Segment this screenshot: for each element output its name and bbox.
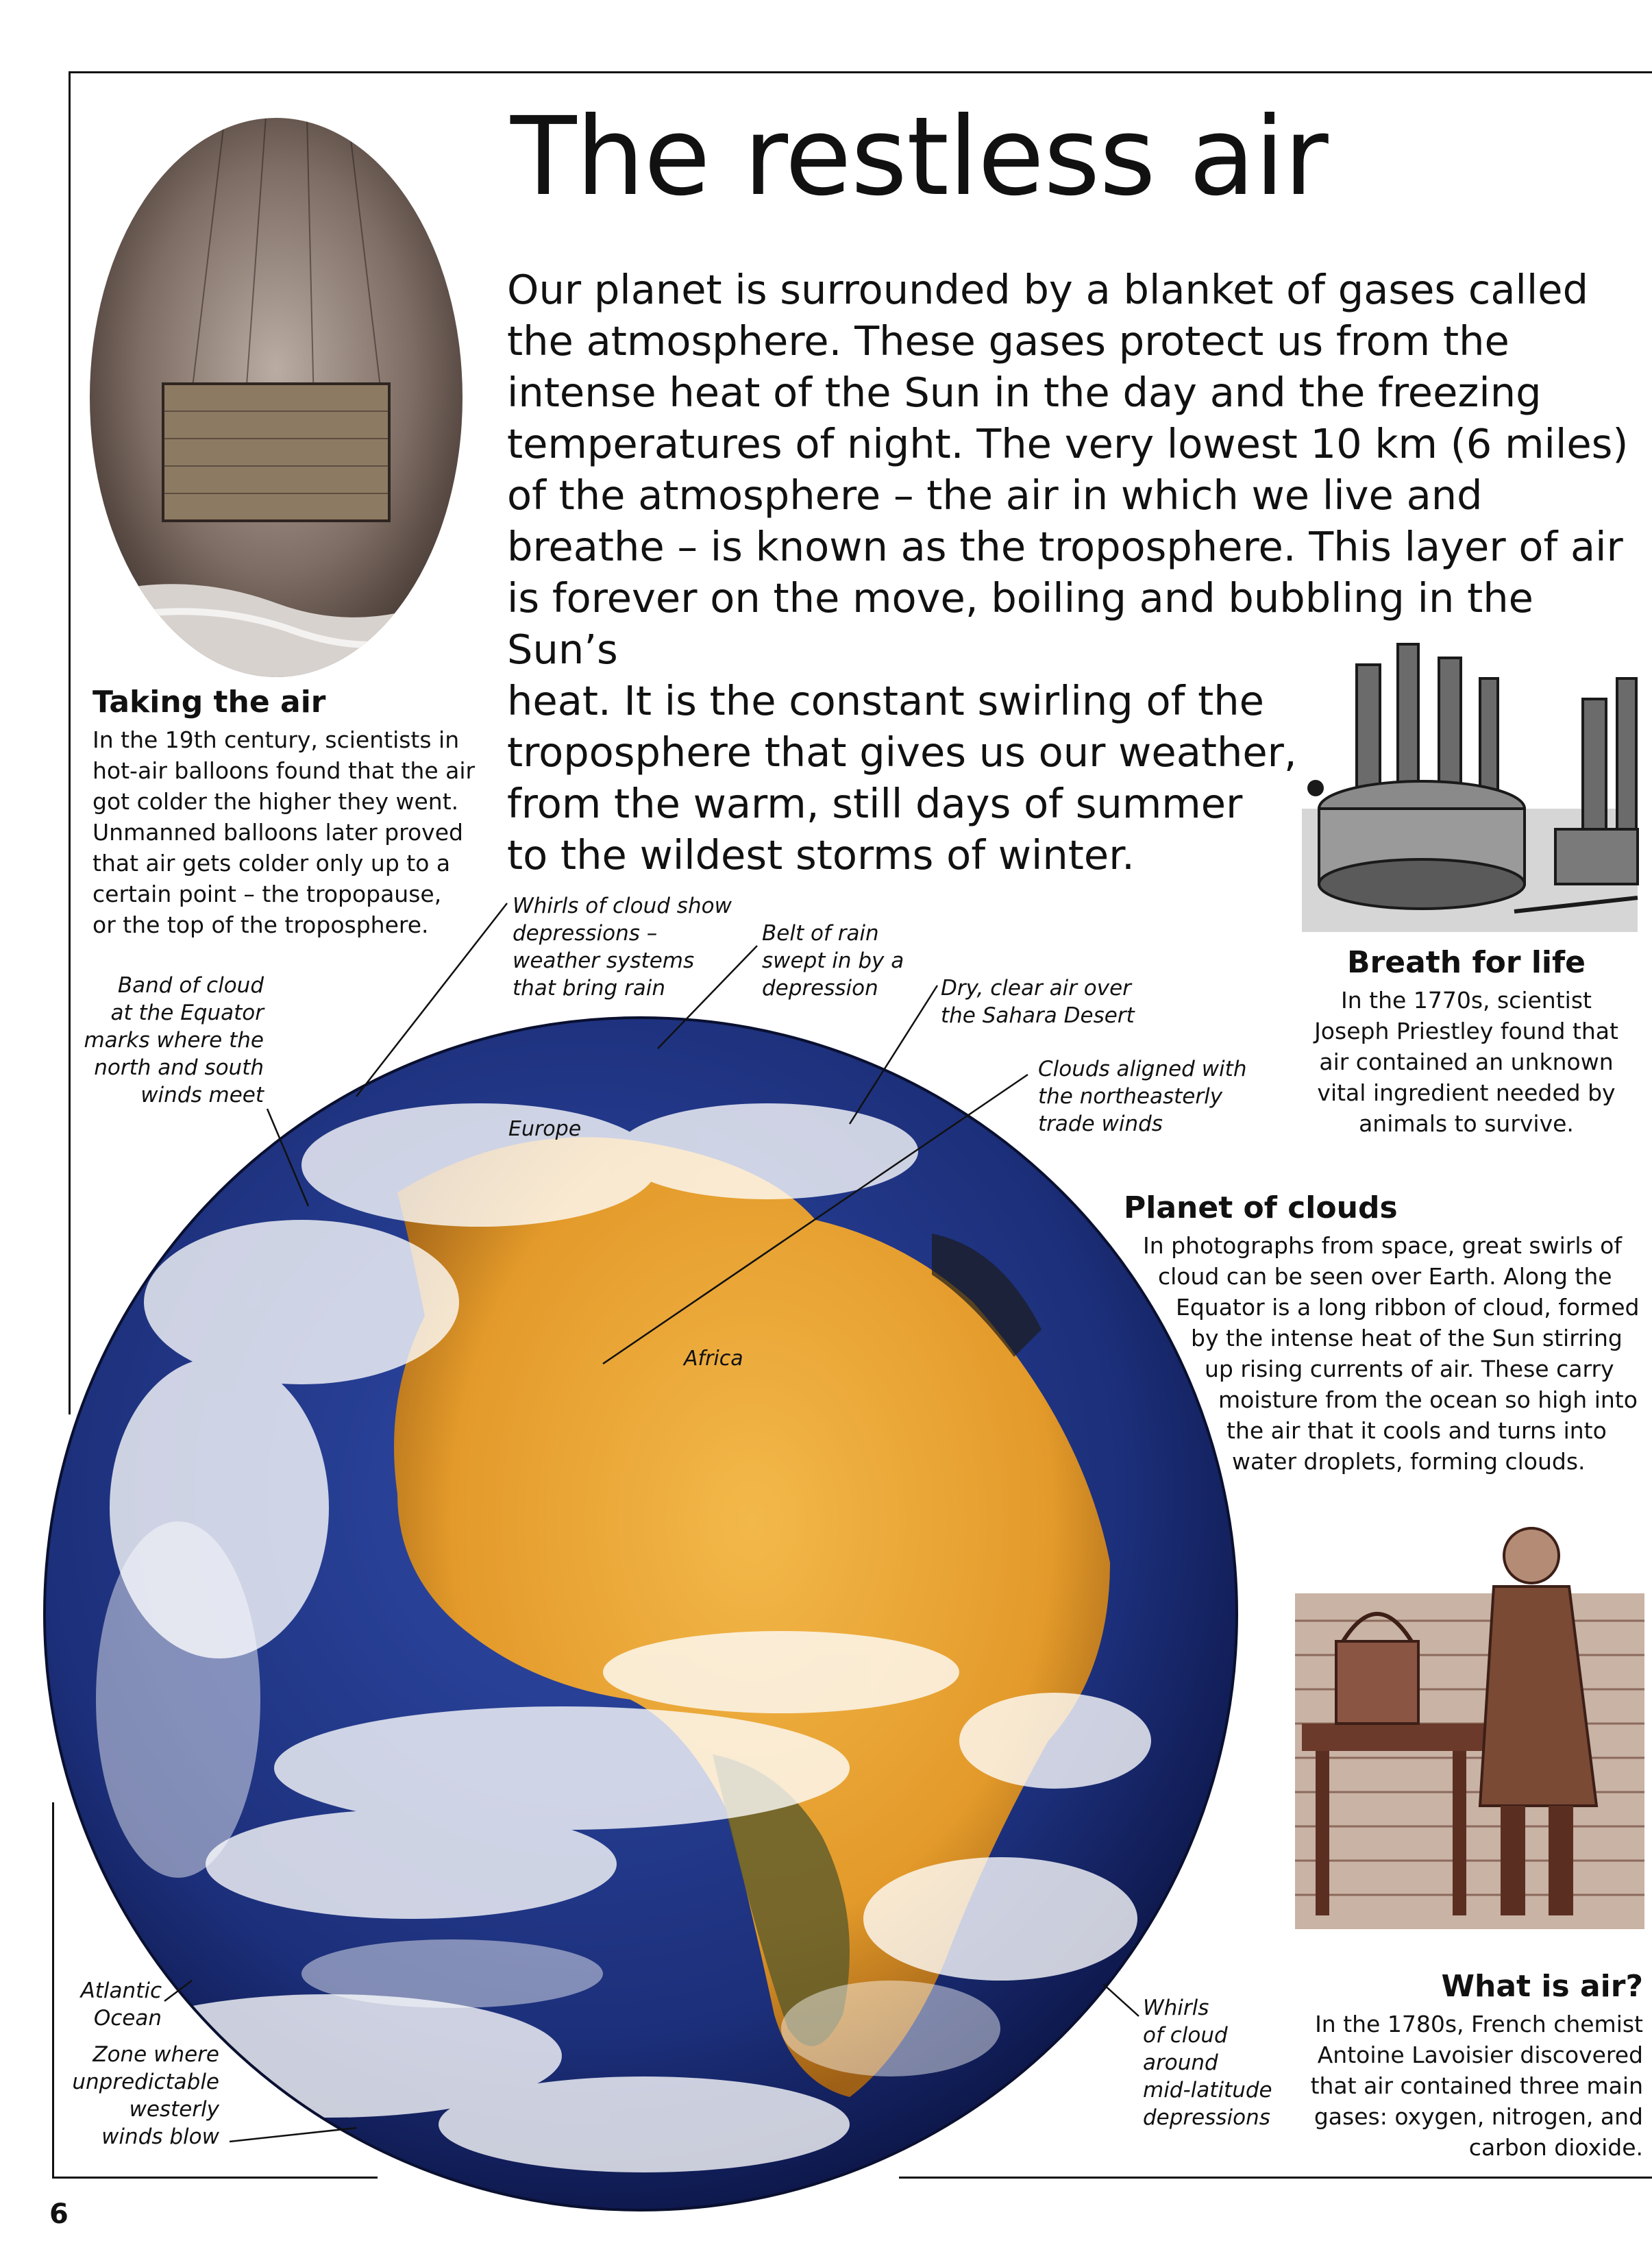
intro-line: intense heat of the Sun in the day and the freezing: [507, 369, 1542, 416]
sidebar-line: carbon dioxide.: [1468, 2133, 1643, 2161]
sidebar-line: air contained an unknown: [1319, 1048, 1614, 1075]
caption-line: trade winds: [1038, 1112, 1163, 1136]
caption-band-of-cloud: [75, 972, 264, 1109]
sidebar-line: In the 19th century, scientists in: [93, 726, 460, 753]
caption-belt-of-rain: [762, 920, 933, 1002]
map-label-africa: Africa: [684, 1347, 743, 1371]
intro-line: the atmosphere. These gases protect us from the: [507, 317, 1509, 365]
caption-line: around: [1143, 2050, 1218, 2075]
caption-line: depressions –: [513, 921, 658, 946]
caption-line: depression: [762, 976, 878, 1001]
sidebar-line: moisture from the ocean so high into: [1218, 1386, 1638, 1413]
caption-line: the Sahara Desert: [941, 1003, 1135, 1028]
sidebar-line: gases: oxygen, nitrogen, and: [1314, 2103, 1643, 2130]
sidebar-line: Equator is a long ribbon of cloud, formed: [1176, 1293, 1640, 1321]
caption-line: Ocean: [93, 2006, 162, 2031]
sidebar-heading: Planet of clouds: [1124, 1190, 1398, 1225]
caption-whirls-depressions: [513, 892, 739, 1002]
sidebar-line: Antoine Lavoisier discovered: [1317, 2041, 1643, 2068]
sidebar-heading: Breath for life: [1347, 945, 1586, 980]
caption-line: marks where the: [84, 1028, 264, 1053]
sidebar-line: got colder the higher they went.: [93, 787, 459, 815]
caption-line: at the Equator: [110, 1001, 264, 1025]
caption-line: of cloud: [1143, 2023, 1228, 2048]
caption-trade-winds: [1038, 1055, 1257, 1138]
sidebar-line: animals to survive.: [1359, 1110, 1574, 1137]
sidebar-line: vital ingredient needed by: [1317, 1079, 1616, 1106]
caption-line: that bring rain: [513, 976, 666, 1001]
intro-line: heat. It is the constant swirling of the: [507, 677, 1264, 724]
sidebar-line: In the 1780s, French chemist: [1315, 2010, 1643, 2037]
intro-line: temperatures of night. The very lowest 10 km (6 miles): [507, 420, 1629, 467]
caption-line: mid-latitude: [1143, 2078, 1272, 2103]
sidebar-line: Joseph Priestley found that: [1314, 1017, 1618, 1044]
map-label-europe: Europe: [508, 1117, 582, 1141]
caption-line: depressions: [1143, 2105, 1270, 2130]
caption-line: winds meet: [140, 1083, 264, 1107]
intro-line: of the atmosphere – the air in which we live and: [507, 471, 1483, 519]
sidebar-line: or the top of the troposphere.: [93, 911, 429, 938]
sidebar-line: up rising currents of air. These carry: [1205, 1355, 1614, 1382]
sidebar-line: In the 1770s, scientist: [1341, 986, 1592, 1014]
caption-line: swept in by a: [762, 948, 904, 973]
caption-line: Clouds aligned with: [1038, 1057, 1247, 1081]
intro-line: Our planet is surrounded by a blanket of gases called: [507, 266, 1589, 313]
caption-atlantic-ocean: [69, 1977, 162, 2032]
caption-line: the northeasterly: [1038, 1084, 1223, 1109]
intro-line: is forever on the move, boiling and bubbling in the Sun’s: [507, 574, 1533, 673]
caption-line: Belt of rain: [762, 921, 879, 946]
caption-line: Whirls of cloud show: [513, 894, 732, 918]
caption-mid-latitude: [1143, 1994, 1294, 2131]
sidebar-line: cloud can be seen over Earth. Along the: [1158, 1262, 1612, 1290]
intro-line: troposphere that gives us our weather,: [507, 728, 1297, 776]
sidebar-line: certain point – the tropopause,: [93, 880, 442, 907]
sidebar-line: that air gets colder only up to a: [93, 849, 451, 877]
intro-line: from the warm, still days of summer: [507, 780, 1243, 827]
caption-line: winds blow: [101, 2124, 219, 2149]
caption-line: Whirls: [1143, 1996, 1209, 2020]
caption-line: Zone where: [93, 2042, 219, 2067]
page-title: The restless air: [510, 94, 1328, 220]
intro-line: to the wildest storms of winter.: [507, 831, 1135, 879]
caption-westerly-winds: [62, 2041, 219, 2150]
sidebar-line: In photographs from space, great swirls of: [1143, 1231, 1622, 1259]
sidebar-line: the air that it cools and turns into: [1226, 1417, 1607, 1444]
caption-line: Band of cloud: [117, 973, 264, 998]
sidebar-line: hot-air balloons found that the air: [93, 757, 476, 784]
sidebar-heading: Taking the air: [93, 685, 326, 720]
caption-line: Dry, clear air over: [941, 976, 1131, 1001]
caption-dry-clear-air: [941, 975, 1160, 1029]
sidebar-line: by the intense heat of the Sun stirring: [1191, 1324, 1623, 1351]
caption-line: westerly: [129, 2097, 219, 2122]
sidebar-line: Unmanned balloons later proved: [93, 818, 463, 846]
sidebar-heading: What is air?: [1441, 1969, 1643, 2004]
sidebar-line: water droplets, forming clouds.: [1232, 1447, 1586, 1475]
intro-line: breathe – is known as the troposphere. This layer of air: [507, 523, 1623, 570]
caption-line: north and south: [94, 1055, 264, 1080]
page-number: 6: [49, 2198, 69, 2230]
caption-line: unpredictable: [72, 2070, 219, 2094]
caption-line: weather systems: [513, 948, 695, 973]
caption-line: Atlantic: [80, 1978, 162, 2003]
sidebar-line: that air contained three main: [1310, 2072, 1643, 2099]
